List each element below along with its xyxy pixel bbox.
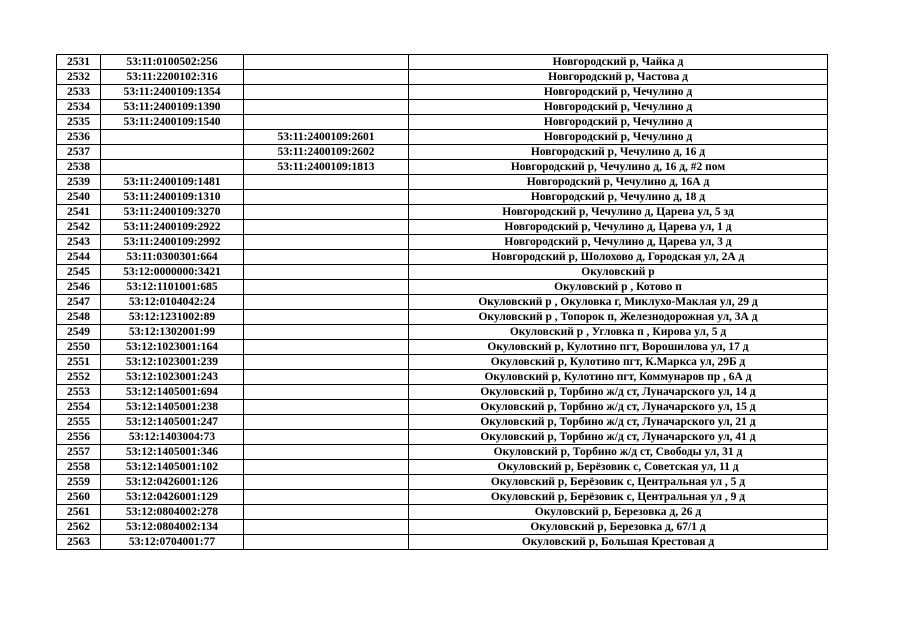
table-row [57,340,828,355]
secondary-cadastral-number-cell [244,385,409,400]
row-number-cell: 2533 [57,85,101,100]
secondary-cadastral-number-cell [244,355,409,370]
table-row [57,205,828,220]
table-row [57,85,828,100]
address-cell: Окуловский р, Торбино ж/д ст, Луначарского ул, 15 д [409,400,828,415]
secondary-cadastral-number-cell [244,490,409,505]
secondary-cadastral-number-cell [244,430,409,445]
address-cell: Окуловский р, Кулотино пгт, Коммунаров пр , 6А д [409,370,828,385]
row-number-cell: 2540 [57,190,101,205]
cadastral-number-cell: 53:11:2400109:2922 [101,220,244,235]
table-row [57,250,828,265]
table-row [57,355,828,370]
table-row [57,505,828,520]
registry-table-body [57,55,828,550]
row-number-cell: 2554 [57,400,101,415]
address-cell: Окуловский р, Торбино ж/д ст, Луначарского ул, 41 д [409,430,828,445]
table-row [57,160,828,175]
row-number-cell: 2543 [57,235,101,250]
row-number-cell: 2537 [57,145,101,160]
address-cell: Новгородский р, Частова д [409,70,828,85]
table-row [57,535,828,550]
secondary-cadastral-number-cell [244,100,409,115]
row-number-cell: 2555 [57,415,101,430]
address-cell: Окуловский р, Кулотино пгт, К.Маркса ул, 29Б д [409,355,828,370]
cadastral-number-cell: 53:12:1403004:73 [101,430,244,445]
address-cell: Новгородский р, Шолохово д, Городская ул, 2А д [409,250,828,265]
table-row [57,385,828,400]
address-cell: Окуловский р, Берёзовик с, Советская ул, 11 д [409,460,828,475]
table-row [57,460,828,475]
cadastral-number-cell: 53:11:2400109:1540 [101,115,244,130]
table-row [57,280,828,295]
secondary-cadastral-number-cell [244,505,409,520]
cadastral-number-cell: 53:12:0804002:278 [101,505,244,520]
address-cell: Окуловский р, Берёзовик с, Центральная ул , 5 д [409,475,828,490]
address-cell: Окуловский р, Большая Крестовая д [409,535,828,550]
address-cell: Новгородский р, Чечулино д [409,115,828,130]
row-number-cell: 2551 [57,355,101,370]
cadastral-number-cell: 53:12:0804002:134 [101,520,244,535]
secondary-cadastral-number-cell [244,235,409,250]
cadastral-number-cell: 53:11:2400109:3270 [101,205,244,220]
row-number-cell: 2548 [57,310,101,325]
secondary-cadastral-number-cell [244,85,409,100]
address-cell: Новгородский р, Чечулино д, Царева ул, 5 зд [409,205,828,220]
secondary-cadastral-number-cell [244,400,409,415]
secondary-cadastral-number-cell [244,280,409,295]
secondary-cadastral-number-cell [244,415,409,430]
address-cell: Новгородский р, Чечулино д, 16 д, #2 пом [409,160,828,175]
address-cell: Окуловский р , Угловка п , Кирова ул, 5 д [409,325,828,340]
secondary-cadastral-number-cell [244,220,409,235]
row-number-cell: 2531 [57,55,101,70]
row-number-cell: 2561 [57,505,101,520]
row-number-cell: 2536 [57,130,101,145]
table-row [57,520,828,535]
secondary-cadastral-number-cell [244,55,409,70]
cadastral-number-cell: 53:11:2400109:1310 [101,190,244,205]
table-row [57,235,828,250]
cadastral-number-cell: 53:11:2400109:2992 [101,235,244,250]
address-cell: Окуловский р, Берёзовик с, Центральная ул , 9 д [409,490,828,505]
address-cell: Новгородский р, Чайка д [409,55,828,70]
row-number-cell: 2547 [57,295,101,310]
table-row [57,445,828,460]
table-row [57,490,828,505]
table-row [57,145,828,160]
address-cell: Новгородский р, Чечулино д [409,130,828,145]
cadastral-number-cell: 53:12:0426001:126 [101,475,244,490]
cadastral-number-cell [101,145,244,160]
cadastral-number-cell: 53:12:1302001:99 [101,325,244,340]
address-cell: Окуловский р, Кулотино пгт, Ворошилова ул, 17 д [409,340,828,355]
cadastral-number-cell: 53:12:1023001:164 [101,340,244,355]
secondary-cadastral-number-cell [244,70,409,85]
address-cell: Окуловский р, Березовка д, 26 д [409,505,828,520]
row-number-cell: 2538 [57,160,101,175]
secondary-cadastral-number-cell [244,250,409,265]
address-cell: Новгородский р, Чечулино д, Царева ул, 1 д [409,220,828,235]
cadastral-number-cell: 53:12:1023001:239 [101,355,244,370]
table-row [57,190,828,205]
secondary-cadastral-number-cell: 53:11:2400109:1813 [244,160,409,175]
table-row [57,400,828,415]
table-row [57,100,828,115]
table-row [57,475,828,490]
table-row [57,55,828,70]
address-cell: Окуловский р , Котово п [409,280,828,295]
row-number-cell: 2534 [57,100,101,115]
secondary-cadastral-number-cell [244,265,409,280]
table-row [57,220,828,235]
cadastral-number-cell: 53:12:0426001:129 [101,490,244,505]
cadastral-number-cell: 53:12:0104042:24 [101,295,244,310]
address-cell: Окуловский р [409,265,828,280]
cadastral-number-cell: 53:12:0000000:3421 [101,265,244,280]
address-cell: Окуловский р, Торбино ж/д ст, Луначарского ул, 14 д [409,385,828,400]
secondary-cadastral-number-cell [244,520,409,535]
cadastral-number-cell: 53:12:1231002:89 [101,310,244,325]
address-cell: Новгородский р, Чечулино д, 16А д [409,175,828,190]
cadastral-number-cell: 53:12:1405001:238 [101,400,244,415]
secondary-cadastral-number-cell: 53:11:2400109:2602 [244,145,409,160]
row-number-cell: 2532 [57,70,101,85]
address-cell: Новгородский р, Чечулино д, Царева ул, 3 д [409,235,828,250]
row-number-cell: 2562 [57,520,101,535]
table-row [57,430,828,445]
secondary-cadastral-number-cell [244,460,409,475]
cadastral-number-cell: 53:11:2400109:1390 [101,100,244,115]
secondary-cadastral-number-cell [244,175,409,190]
row-number-cell: 2542 [57,220,101,235]
table-row [57,265,828,280]
row-number-cell: 2553 [57,385,101,400]
table-row [57,175,828,190]
address-cell: Окуловский р, Торбино ж/д ст, Свободы ул, 31 д [409,445,828,460]
cadastral-number-cell: 53:11:2200102:316 [101,70,244,85]
cadastral-number-cell: 53:12:1101001:685 [101,280,244,295]
address-cell: Окуловский р, Торбино ж/д ст, Луначарского ул, 21 д [409,415,828,430]
secondary-cadastral-number-cell [244,445,409,460]
address-cell: Окуловский р, Березовка д, 67/1 д [409,520,828,535]
row-number-cell: 2560 [57,490,101,505]
address-cell: Новгородский р, Чечулино д, 18 д [409,190,828,205]
table-row [57,310,828,325]
secondary-cadastral-number-cell [244,535,409,550]
cadastral-number-cell: 53:12:0704001:77 [101,535,244,550]
row-number-cell: 2541 [57,205,101,220]
secondary-cadastral-number-cell [244,370,409,385]
row-number-cell: 2556 [57,430,101,445]
secondary-cadastral-number-cell [244,340,409,355]
address-cell: Окуловский р , Окуловка г, Миклухо-Маклая ул, 29 д [409,295,828,310]
row-number-cell: 2552 [57,370,101,385]
address-cell: Новгородский р, Чечулино д, 16 д [409,145,828,160]
cadastral-number-cell: 53:11:0100502:256 [101,55,244,70]
row-number-cell: 2535 [57,115,101,130]
secondary-cadastral-number-cell [244,325,409,340]
secondary-cadastral-number-cell [244,190,409,205]
row-number-cell: 2563 [57,535,101,550]
cadastral-number-cell: 53:12:1405001:346 [101,445,244,460]
row-number-cell: 2545 [57,265,101,280]
cadastral-number-cell: 53:11:2400109:1481 [101,175,244,190]
table-row [57,370,828,385]
secondary-cadastral-number-cell: 53:11:2400109:2601 [244,130,409,145]
row-number-cell: 2559 [57,475,101,490]
secondary-cadastral-number-cell [244,115,409,130]
cadastral-number-cell [101,160,244,175]
table-row [57,130,828,145]
cadastral-number-cell: 53:11:0300301:664 [101,250,244,265]
table-row [57,415,828,430]
cadastral-number-cell: 53:12:1405001:694 [101,385,244,400]
row-number-cell: 2546 [57,280,101,295]
row-number-cell: 2544 [57,250,101,265]
row-number-cell: 2549 [57,325,101,340]
cadastral-number-cell: 53:12:1405001:102 [101,460,244,475]
cadastral-number-cell: 53:12:1405001:247 [101,415,244,430]
row-number-cell: 2558 [57,460,101,475]
address-cell: Новгородский р, Чечулино д [409,85,828,100]
table-row [57,115,828,130]
table-row [57,295,828,310]
row-number-cell: 2539 [57,175,101,190]
secondary-cadastral-number-cell [244,475,409,490]
property-registry-table [56,54,828,550]
row-number-cell: 2550 [57,340,101,355]
secondary-cadastral-number-cell [244,310,409,325]
row-number-cell: 2557 [57,445,101,460]
cadastral-number-cell: 53:12:1023001:243 [101,370,244,385]
table-row [57,70,828,85]
cadastral-number-cell [101,130,244,145]
address-cell: Новгородский р, Чечулино д [409,100,828,115]
address-cell: Окуловский р , Топорок п, Железнодорожная ул, 3А д [409,310,828,325]
secondary-cadastral-number-cell [244,295,409,310]
cadastral-number-cell: 53:11:2400109:1354 [101,85,244,100]
secondary-cadastral-number-cell [244,205,409,220]
table-row [57,325,828,340]
